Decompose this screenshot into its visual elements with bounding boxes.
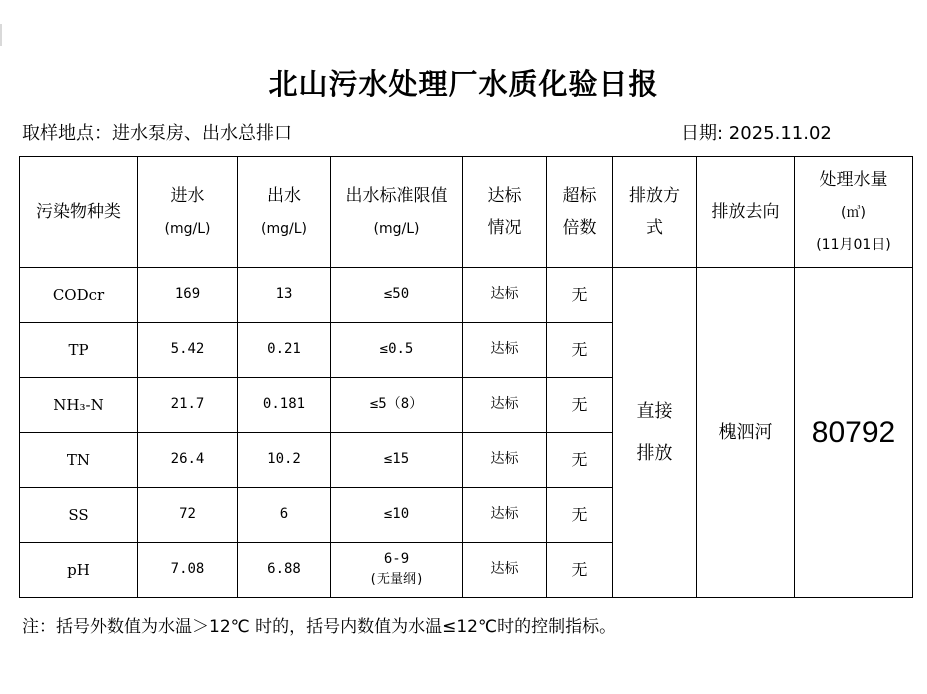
effluent-cell: 6.88	[238, 543, 331, 598]
header-limit: 出水标准限值 (mg/L)	[331, 157, 463, 268]
pollutant-cell: NH₃-N	[20, 378, 138, 433]
sampling-location: 取样地点：进水泵房、出水总排口	[22, 123, 292, 144]
exceed-cell: 无	[547, 488, 613, 543]
influent-cell: 169	[138, 268, 238, 323]
status-cell: 达标	[463, 378, 547, 433]
header-pollutant: 污染物种类	[20, 157, 138, 268]
effluent-cell: 13	[238, 268, 331, 323]
header-exceed: 超标 倍数	[547, 157, 613, 268]
header-method: 排放方 式	[613, 157, 697, 268]
left-edge-mark	[0, 24, 2, 46]
effluent-cell: 0.21	[238, 323, 331, 378]
footnote: 注：括号外数值为水温＞12℃ 时的，括号内数值为水温≤12℃时的控制指标。	[22, 617, 617, 637]
limit-cell: ≤15	[331, 433, 463, 488]
effluent-cell: 10.2	[238, 433, 331, 488]
table-row-codcr	[20, 268, 913, 323]
header-volume: 处理水量 (㎥) (11月01日)	[795, 157, 913, 268]
report-title: 北山污水处理厂水质化验日报	[268, 67, 659, 101]
limit-cell: ≤10	[331, 488, 463, 543]
status-cell: 达标	[463, 433, 547, 488]
pollutant-cell: CODcr	[20, 268, 138, 323]
influent-cell: 7.08	[138, 543, 238, 598]
exceed-cell: 无	[547, 543, 613, 598]
limit-note: (无量纲)	[369, 572, 424, 587]
exceed-cell: 无	[547, 323, 613, 378]
discharge-destination-cell: 槐泗河	[697, 268, 795, 598]
status-cell: 达标	[463, 543, 547, 598]
header-destination: 排放去向	[697, 157, 795, 268]
limit-cell	[331, 543, 463, 598]
limit-value: 6-9	[383, 551, 410, 568]
exceed-cell: 无	[547, 378, 613, 433]
status-cell: 达标	[463, 268, 547, 323]
header-row	[20, 157, 913, 268]
influent-cell: 21.7	[138, 378, 238, 433]
exceed-cell: 无	[547, 433, 613, 488]
effluent-cell: 6	[238, 488, 331, 543]
pollutant-cell: TN	[20, 433, 138, 488]
effluent-cell: 0.181	[238, 378, 331, 433]
influent-cell: 26.4	[138, 433, 238, 488]
limit-cell: ≤5（8）	[331, 378, 463, 433]
limit-cell: ≤0.5	[331, 323, 463, 378]
status-cell: 达标	[463, 488, 547, 543]
header-status: 达标 情况	[463, 157, 547, 268]
treated-volume-cell: 80792	[795, 268, 913, 598]
water-quality-table	[19, 156, 913, 598]
exceed-cell: 无	[547, 268, 613, 323]
influent-cell: 5.42	[138, 323, 238, 378]
discharge-method-cell: 直接 排放	[613, 268, 697, 598]
header-effluent: 出水 (mg/L)	[238, 157, 331, 268]
status-cell: 达标	[463, 323, 547, 378]
influent-cell: 72	[138, 488, 238, 543]
pollutant-cell: pH	[20, 543, 138, 598]
pollutant-cell: SS	[20, 488, 138, 543]
header-influent: 进水 (mg/L)	[138, 157, 238, 268]
limit-cell: ≤50	[331, 268, 463, 323]
report-date: 日期: 2025.11.02	[681, 123, 832, 144]
pollutant-cell: TP	[20, 323, 138, 378]
